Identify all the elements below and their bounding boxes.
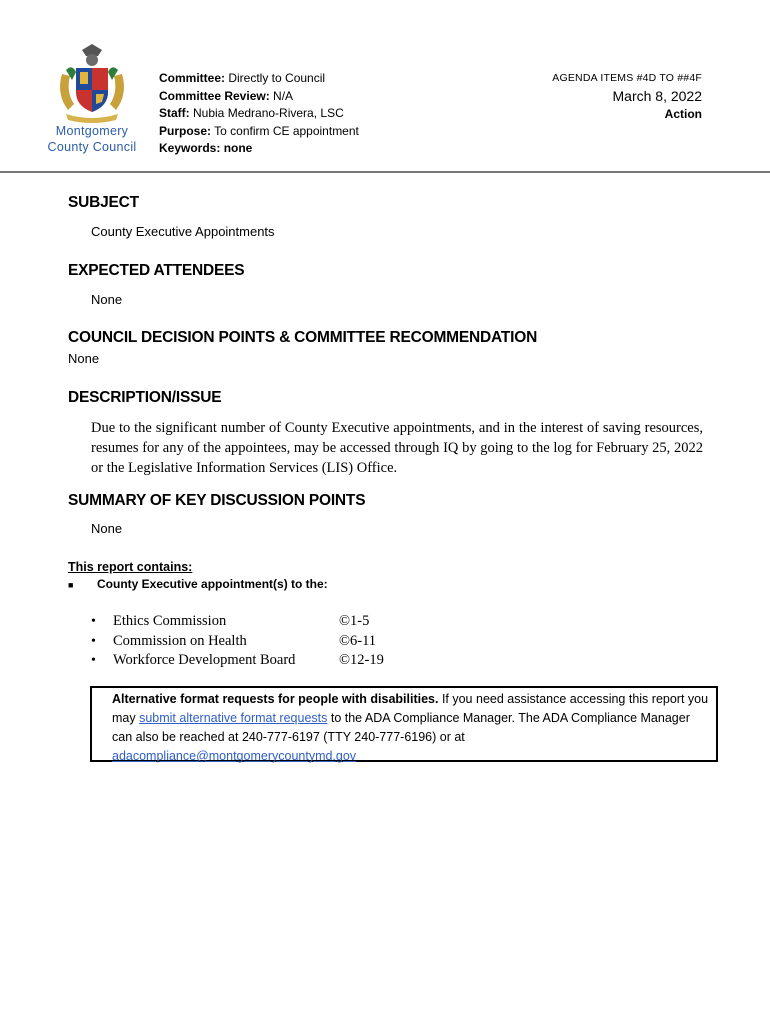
agenda-items: AGENDA ITEMS #4D TO ##4F xyxy=(552,72,702,84)
square-bullet-icon: ■ xyxy=(68,580,74,590)
subject-heading: SUBJECT xyxy=(68,194,139,211)
description-text: Due to the significant number of County Executive appointments, and in the interest of saving resources, resumes for any of the appointees, may be accessed through IQ by going to the log for February 25, 2022 or the Legislative Information Services (LIS) Office. xyxy=(91,420,703,476)
decision-heading: COUNCIL DECISION POINTS & COMMITTEE RECOMMENDATION xyxy=(68,329,538,346)
list-item xyxy=(91,612,411,632)
purpose-line xyxy=(159,123,359,141)
attendees-heading: EXPECTED ATTENDEES xyxy=(68,262,245,279)
staff-value: Nubia Medrano-Rivera, LSC xyxy=(189,106,344,120)
header-divider xyxy=(0,171,770,173)
alternative-format-link[interactable]: submit alternative format requests xyxy=(139,711,328,725)
purpose-label: Purpose: xyxy=(159,123,212,138)
subject-text: County Executive Appointments xyxy=(91,224,275,239)
council-name-line2: County Council xyxy=(47,140,137,154)
appointments-heading: County Executive appointment(s) to the: xyxy=(97,577,328,591)
review-line xyxy=(159,88,359,106)
bullet-icon: • xyxy=(91,633,96,649)
bullet-icon: • xyxy=(91,614,96,629)
document-header xyxy=(0,0,770,172)
review-label: Committee Review: xyxy=(159,88,270,103)
committee-metadata xyxy=(159,70,359,158)
keywords-label: Keywords: xyxy=(159,141,221,155)
agenda-info xyxy=(552,70,702,122)
attendees-text: None xyxy=(91,292,123,307)
committee-label: Committee: xyxy=(159,71,226,85)
council-name-line1: Montgomery xyxy=(55,124,129,138)
purpose-value: To confirm CE appointment xyxy=(211,123,359,138)
meeting-date: March 8, 2022 xyxy=(612,88,702,104)
appointment-name: Commission on Health xyxy=(113,632,247,649)
county-seal-logo xyxy=(52,44,132,129)
notice-text-1: If you need assistance accessing this report you may xyxy=(112,692,709,725)
action-label: Action xyxy=(664,107,702,121)
report-contains-heading: This report contains: xyxy=(68,560,193,574)
appointment-pages: ©6-11 xyxy=(339,632,377,649)
keywords-value: none xyxy=(220,141,253,155)
appointment-pages: ©12-19 xyxy=(339,652,384,668)
staff-line xyxy=(159,105,359,123)
notice-bold-text: Alternative format requests for people with disabilities. xyxy=(112,692,439,706)
keywords-line xyxy=(159,140,359,158)
staff-label: Staff: xyxy=(159,106,190,120)
ada-email-link[interactable]: adacompliance@montgomerycountymd.gov xyxy=(112,749,357,763)
appointment-pages: ©1-5 xyxy=(339,613,370,629)
list-item xyxy=(91,632,411,652)
list-item xyxy=(91,651,411,671)
description-heading: DESCRIPTION/ISSUE xyxy=(68,389,222,406)
appointments-list xyxy=(91,612,411,671)
committee-value: Directly to Council xyxy=(225,71,326,85)
decision-text: None xyxy=(68,351,100,366)
review-value: N/A xyxy=(269,88,294,103)
notice-text-2: to the ADA Compliance Manager. The ADA Compliance Manager can also be reached at 240-777-6197 (TTY 240-777-6196) or at xyxy=(112,711,690,744)
summary-text: None xyxy=(91,521,123,536)
committee-line xyxy=(159,70,359,88)
appointment-name: Ethics Commission xyxy=(113,613,227,629)
accessibility-notice xyxy=(90,686,718,762)
bullet-icon: • xyxy=(91,653,96,668)
appointment-name: Workforce Development Board xyxy=(113,652,296,668)
council-name xyxy=(40,123,144,155)
summary-heading: SUMMARY OF KEY DISCUSSION POINTS xyxy=(68,492,366,509)
